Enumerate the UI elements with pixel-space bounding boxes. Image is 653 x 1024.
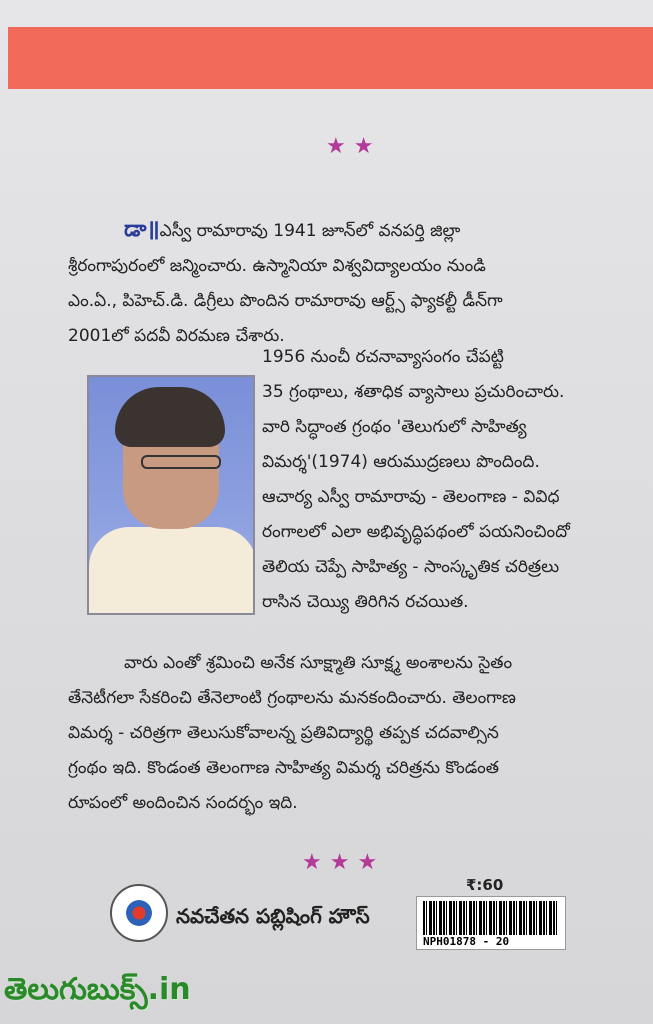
author-career-paragraph: 1956 నుంచీ రచనావ్యాసంగం చేపట్టి 35 గ్రంథాలు, శతాధిక వ్యాసాలు ప్రచురించారు. వారి సిద్ధాంత గ్రంథం 'తెలుగులో సాహిత్య విమర్శ'(1974) ఆరుముద్రణలు పొందింది. ఆచార్య ఎస్వీ రామారావు - తెలంగాణ - వివిధ రంగాలలో ఎలా అభివృద్ధిపథంలో పయనించిందో తెలియ చెప్పే సాహిత్య - సాంస్కృతిక చరిత్రలు రాసిన చెయ్యి తిరిగిన రచయిత. xyxy=(262,347,570,612)
author-intro-paragraph: డా॥ఎస్వీ రామారావు 1941 జూన్‌లో వనపర్తి జిల్లా శ్రీరంగాపురంలో జన్మించారు. ఉస్మానియా విశ్వవిద్యాలయం నుండి ఎం.ఏ., పిహెచ్.డి. డిగ్రీలు పొందిన రామారావు ఆర్ట్స్ ఫ్యాకల్టీ డీన్‌గా 2001లో పదవీ విరమణ చేశారు. xyxy=(68,217,503,346)
author-photo xyxy=(87,375,255,615)
author-shirt xyxy=(89,527,255,615)
author-glasses xyxy=(141,455,221,469)
barcode xyxy=(416,896,566,950)
publisher-name: నవచేతన పబ్లిషింగ్ హౌస్ xyxy=(176,904,370,928)
title-initial: డా॥ xyxy=(124,217,160,242)
publisher-logo-icon xyxy=(110,884,168,942)
book-summary-paragraph: వారు ఎంతో శ్రమించి అనేక సూక్ష్మాతి సూక్ష్మ అంశాలను సైతం తేనెటీగలా సేకరించి తేనెలాంటి గ్రంథాలను మనకందించారు. తెలంగాణ విమర్శ - చరిత్రగా తెలుసుకోవాలన్న ప్రతివిద్యార్థి తప్పక చదవాల్సిన గ్రంథం ఇది. కొండంత తెలంగాణ సాహిత్య విమర్శ చరిత్రను కొండంత రూపంలో అందించిన సందర్భం ఇది. xyxy=(68,653,516,813)
barcode-bars xyxy=(423,901,559,935)
author-hair xyxy=(115,387,225,447)
bottom-stars-ornament: ★★★ xyxy=(302,850,386,875)
logo-emblem xyxy=(126,900,152,926)
site-watermark: తెలుగుబుక్స్.in xyxy=(4,972,191,1007)
price-label: ₹:60 xyxy=(466,876,504,894)
top-stars-ornament: ★★ xyxy=(326,134,382,159)
top-color-band xyxy=(8,27,653,89)
barcode-number: NPH01878 - 20 xyxy=(423,935,510,948)
